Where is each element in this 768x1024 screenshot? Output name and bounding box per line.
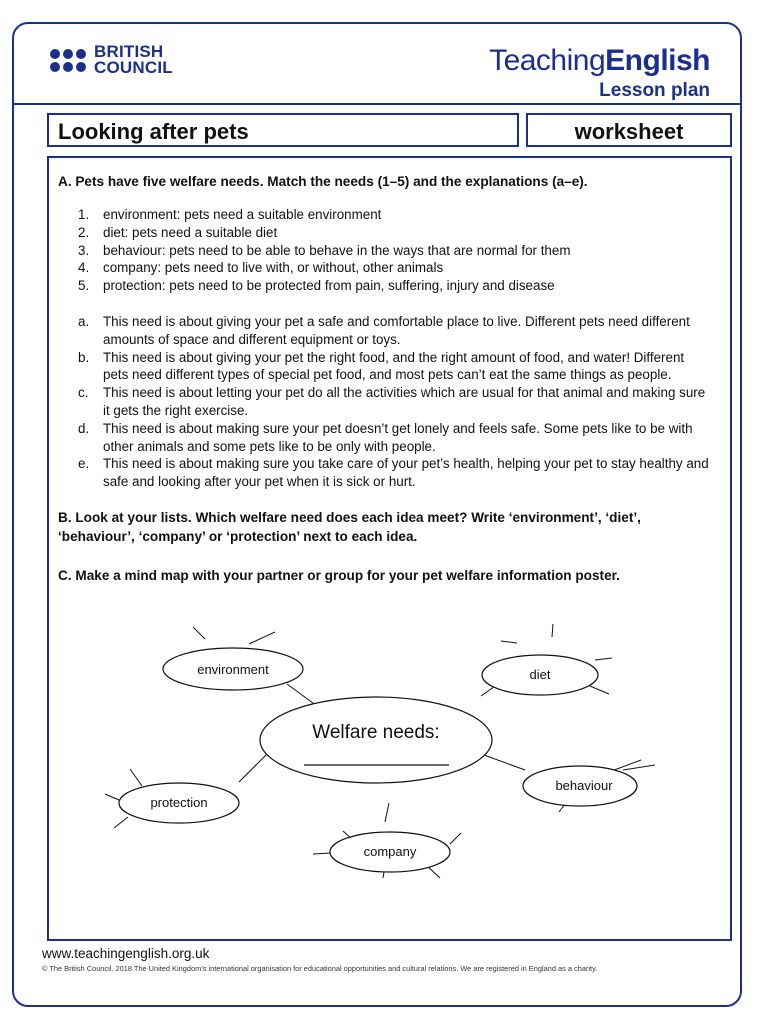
footer-url[interactable]: www.teachingenglish.org.uk	[42, 946, 210, 961]
footer-copyright: © The British Council. 2018 The United Kingdom’s international organisation for educational opportunities and cultural relations. We are registered in England as a charity.	[42, 964, 598, 973]
section-b-heading: B. Look at your lists. Which welfare need does each idea meet? Write ‘environment’, ‘diet’, ‘behaviour’, ‘company’ or ‘protection’ next to each idea.	[58, 510, 641, 544]
section-c-heading: C. Make a mind map with your partner or group for your pet welfare information poster.	[58, 568, 620, 583]
section-a-heading: A. Pets have five welfare needs. Match the needs (1–5) and the explanations (a–e).	[58, 174, 588, 189]
worksheet-tag: worksheet	[526, 113, 732, 147]
lesson-plan-label: Lesson plan	[599, 80, 710, 101]
list-item: c. This need is about letting your pet do all the activities which are usual for that animal and making sure it gets the right exercise.	[78, 385, 706, 418]
header-divider	[12, 103, 742, 105]
brand-line-2: COUNCIL	[94, 58, 173, 77]
teaching-english-logo	[489, 44, 710, 102]
brand-line-1: BRITISH	[94, 42, 164, 61]
needs-list	[78, 206, 713, 295]
product-name-light: Teaching	[489, 44, 606, 77]
behaviour-label: behaviour	[555, 778, 613, 793]
protection-label: protection	[150, 795, 208, 810]
list-item: 2. diet: pets need a suitable diet	[78, 224, 278, 240]
company-label: company	[363, 844, 417, 859]
explanations-list	[78, 313, 713, 491]
list-item: a. This need is about giving your pet a safe and comfortable place to live. Different pets need different amounts of space and different equipment or toys.	[78, 314, 690, 347]
page-title: Looking after pets	[47, 113, 519, 147]
list-item: 5. protection: pets need to be protected from pain, suffering, injury and disease	[78, 278, 555, 294]
environment-label: environment	[197, 662, 269, 677]
british-council-dots-icon	[50, 49, 86, 72]
diet-label: diet	[529, 667, 551, 682]
list-item: 1. environment: pets need a suitable environment	[78, 207, 382, 222]
list-item: d. This need is about making sure your pet doesn’t get lonely and feels safe. Some pets like to be with other animals and some pets like to be only with people.	[78, 420, 693, 454]
list-item: e. This need is about making sure you take care of your pet’s health, helping your pet to stay healthy and safe and looking after your pet when it is sick or hurt.	[78, 456, 709, 490]
list-item: b. This need is about giving your pet the right food, and the right amount of food, and water! Different pets need different types of special pet food, and most pets can’t eat the same things as people.	[78, 349, 685, 383]
british-council-logo	[50, 44, 173, 76]
list-item: 4. company: pets need to live with, or without, other animals	[78, 260, 444, 276]
list-item: 3. behaviour: pets need to be able to behave in the ways that are normal for them	[78, 242, 571, 258]
center-label: Welfare needs:	[312, 722, 440, 743]
product-name-bold: English	[605, 44, 710, 77]
mind-map	[49, 600, 729, 900]
